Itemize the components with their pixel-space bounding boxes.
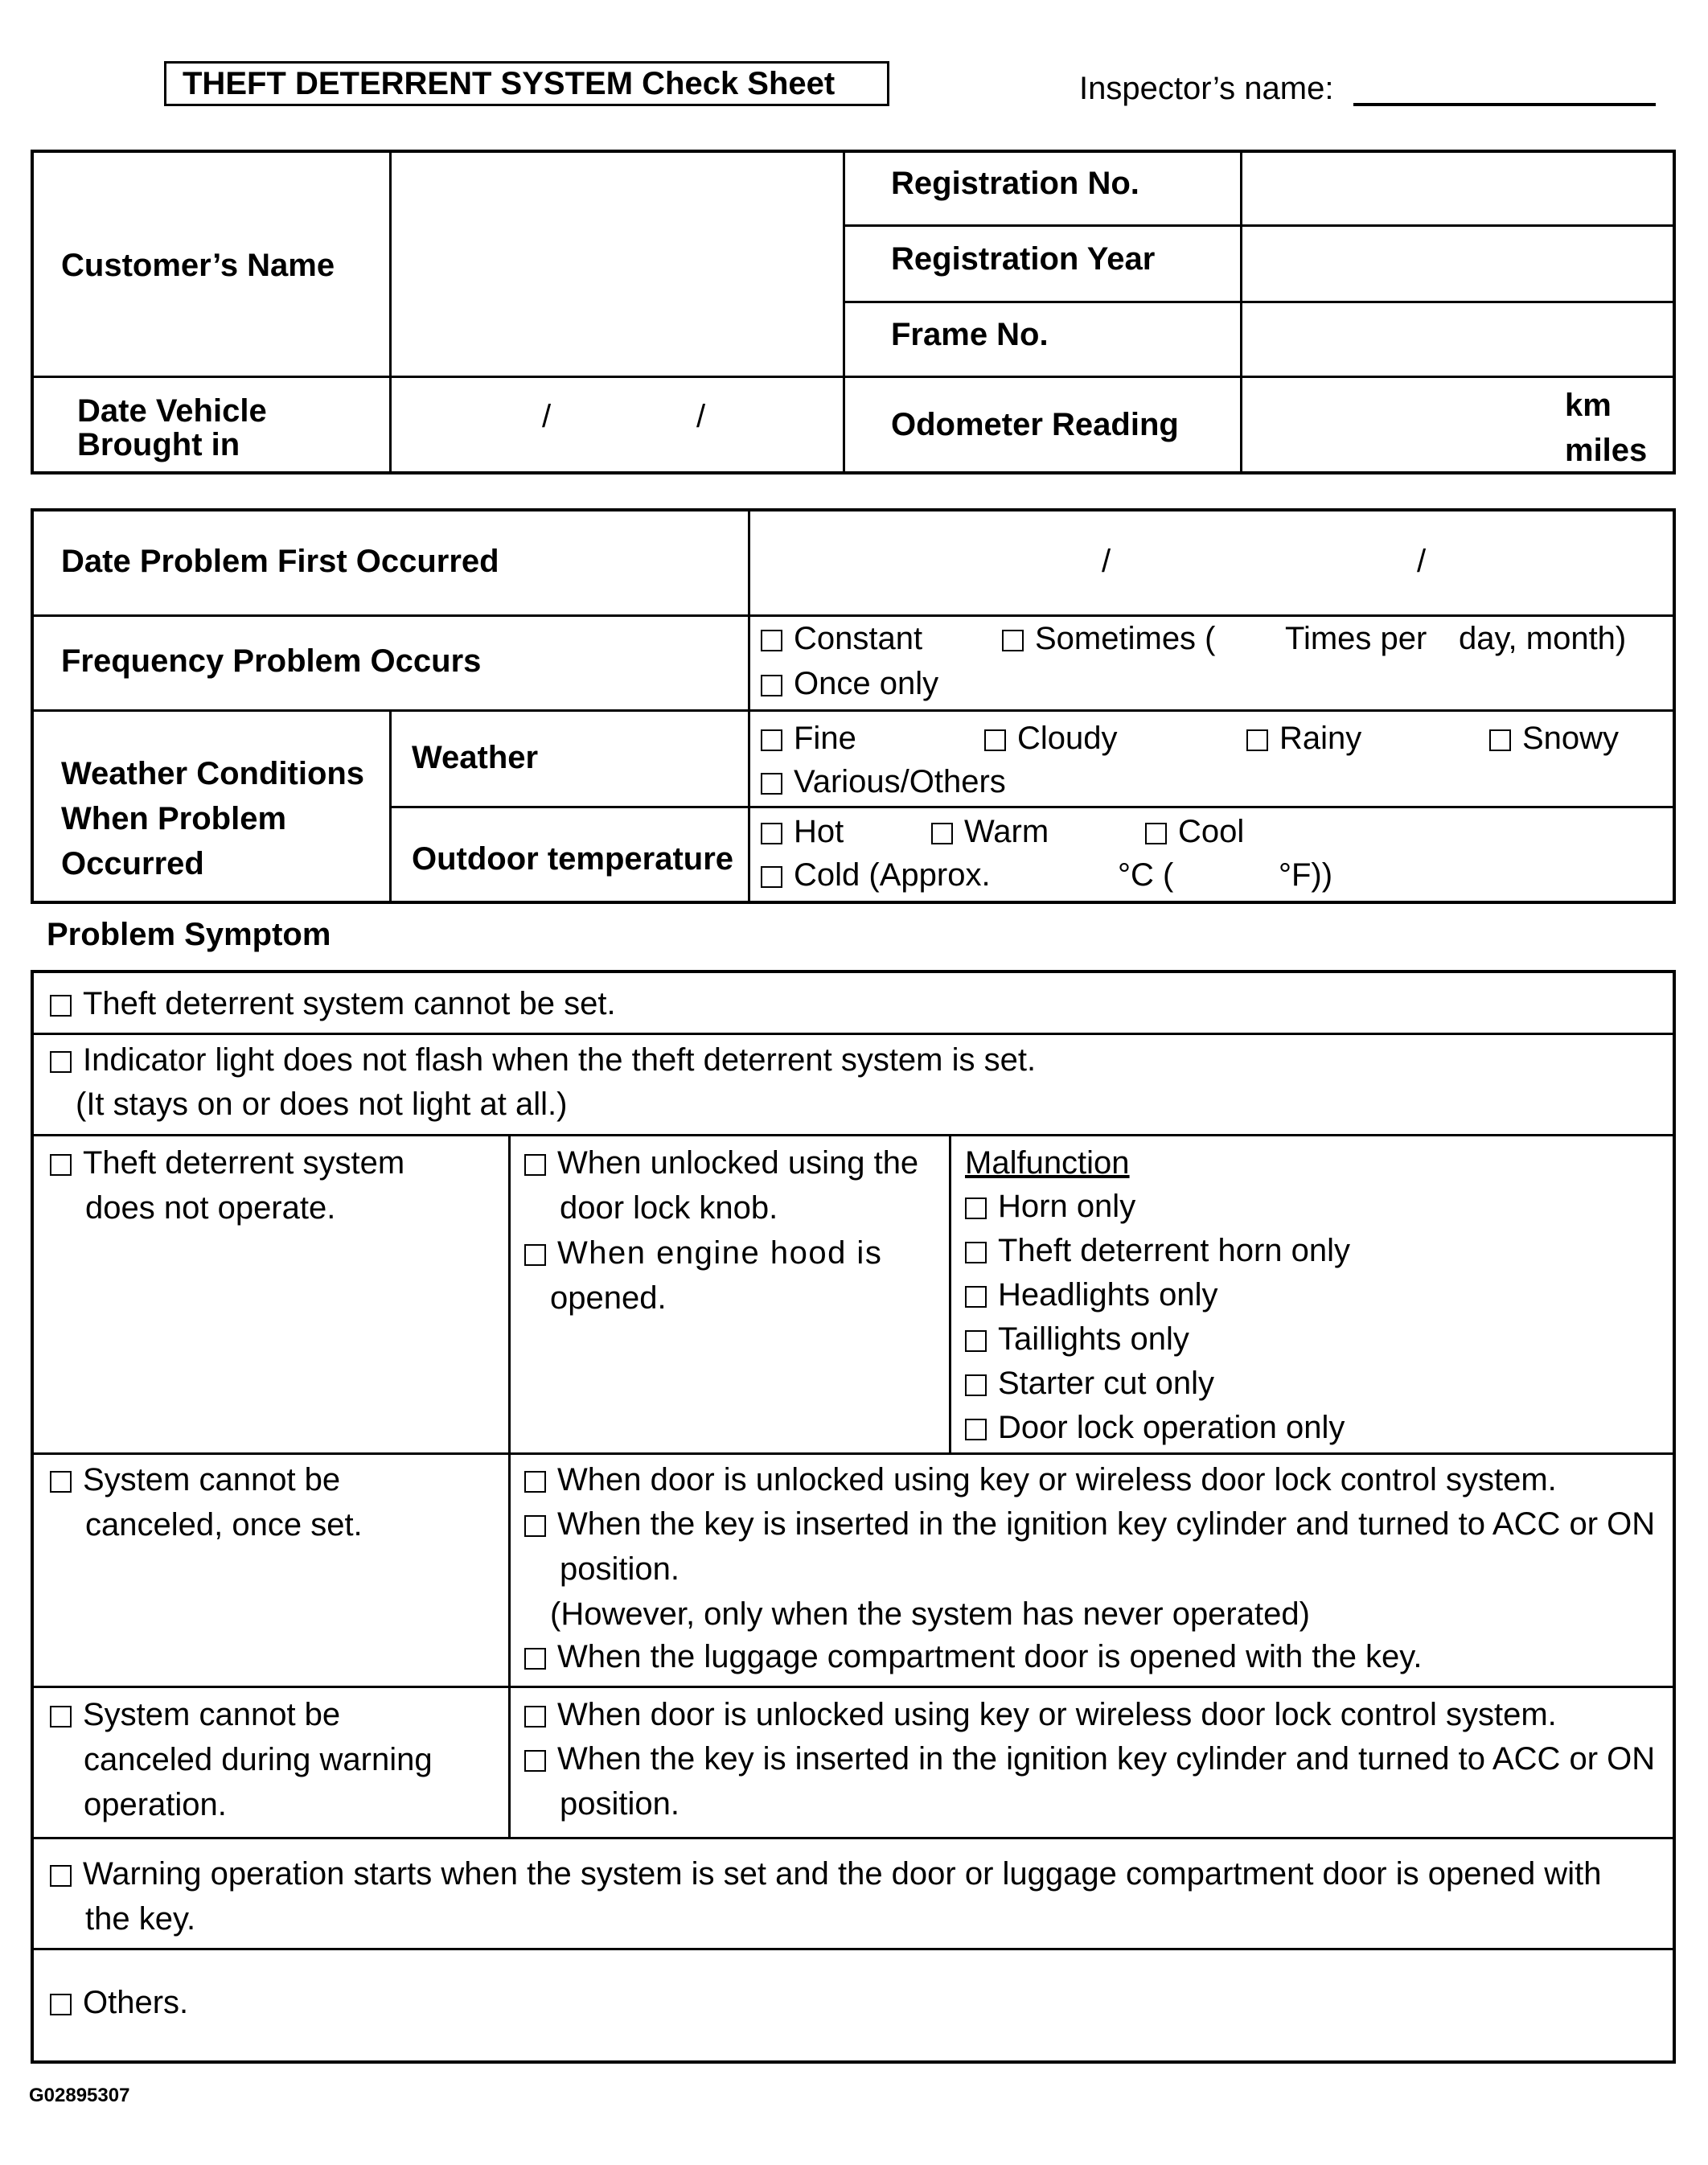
symptom-indicator-note: (It stays on or does not light at all.) bbox=[76, 1087, 568, 1122]
symptom-indicator-option[interactable]: Indicator light does not flash when the theft deterrent system is set. bbox=[50, 1037, 1036, 1082]
malfunction-starter-option[interactable]: Starter cut only bbox=[965, 1361, 1214, 1406]
customer-name-label: Customer’s Name bbox=[61, 248, 335, 283]
checkbox[interactable] bbox=[965, 1286, 987, 1308]
checkbox[interactable] bbox=[761, 866, 782, 888]
checkbox[interactable] bbox=[965, 1374, 987, 1396]
checkbox[interactable] bbox=[984, 729, 1006, 751]
km-unit: km bbox=[1565, 388, 1612, 423]
checkbox[interactable] bbox=[1002, 630, 1024, 651]
checkbox[interactable] bbox=[965, 1330, 987, 1352]
registration-no-label: Registration No. bbox=[891, 166, 1139, 201]
checkbox[interactable] bbox=[524, 1154, 546, 1176]
frequency-label: Frequency Problem Occurs bbox=[61, 643, 482, 679]
odometer-label: Odometer Reading bbox=[891, 407, 1179, 442]
checkbox[interactable] bbox=[761, 675, 782, 696]
date-brought-slash-2: / bbox=[696, 399, 706, 434]
checkbox[interactable] bbox=[1246, 729, 1268, 751]
weather-snowy-option[interactable]: Snowy bbox=[1489, 716, 1619, 761]
checkbox[interactable] bbox=[965, 1419, 987, 1440]
freq-day-month: day, month) bbox=[1459, 621, 1627, 656]
checkbox[interactable] bbox=[965, 1242, 987, 1263]
customer-name-field[interactable] bbox=[394, 153, 841, 375]
frame-no-label: Frame No. bbox=[891, 317, 1049, 352]
malfunction-taillights-option[interactable]: Taillights only bbox=[965, 1317, 1189, 1362]
temp-cool-option[interactable]: Cool bbox=[1145, 809, 1244, 854]
problem-symptom-heading: Problem Symptom bbox=[47, 917, 331, 952]
cancel-luggage-door-option[interactable]: When the luggage compartment door is opened with the key. bbox=[524, 1634, 1422, 1679]
weather-label: Weather bbox=[412, 740, 539, 775]
miles-unit: miles bbox=[1565, 433, 1648, 468]
sheet-title: THEFT DETERRENT SYSTEM Check Sheet bbox=[164, 61, 889, 106]
malfunction-heading: Malfunction bbox=[965, 1145, 1130, 1181]
figure-code: G02895307 bbox=[29, 2085, 130, 2106]
temp-deg-f: °F)) bbox=[1279, 857, 1333, 893]
symptom-does-not-operate-option[interactable]: Theft deterrent system does not operate. bbox=[50, 1140, 404, 1230]
outdoor-temperature-label: Outdoor temperature bbox=[412, 841, 734, 877]
checkbox[interactable] bbox=[931, 823, 953, 844]
weather-cloudy-option[interactable]: Cloudy bbox=[984, 716, 1118, 761]
registration-year-field[interactable] bbox=[1245, 228, 1674, 300]
checkbox[interactable] bbox=[761, 630, 782, 651]
symptom-cannot-cancel-warning-option[interactable]: System cannot be canceled during warning operation. bbox=[50, 1692, 433, 1827]
weather-rainy-option[interactable]: Rainy bbox=[1246, 716, 1361, 761]
cancel-key-inserted-option[interactable]: When the key is inserted in the ignition key cylinder and turned to ACC or ON position. (However, only when the system has never operated) bbox=[524, 1502, 1655, 1637]
weather-fine-option[interactable]: Fine bbox=[761, 716, 856, 761]
checkbox[interactable] bbox=[524, 1706, 546, 1727]
checkbox[interactable] bbox=[761, 729, 782, 751]
temp-deg-c: °C ( bbox=[1118, 857, 1174, 893]
date-first-slash-2: / bbox=[1417, 544, 1427, 579]
checkbox[interactable] bbox=[50, 1865, 72, 1887]
checkbox[interactable] bbox=[761, 823, 782, 844]
inspector-label: Inspector’s name: bbox=[1079, 71, 1334, 106]
checkbox[interactable] bbox=[965, 1198, 987, 1219]
temp-cold-option[interactable]: Cold (Approx. bbox=[761, 852, 991, 898]
temp-hot-option[interactable]: Hot bbox=[761, 809, 844, 854]
frame-no-field[interactable] bbox=[1245, 304, 1674, 375]
checkbox[interactable] bbox=[50, 1154, 72, 1176]
checkbox[interactable] bbox=[524, 1750, 546, 1772]
checkbox[interactable] bbox=[524, 1244, 546, 1266]
checkbox[interactable] bbox=[50, 1706, 72, 1727]
malfunction-theft-horn-option[interactable]: Theft deterrent horn only bbox=[965, 1228, 1350, 1273]
checkbox[interactable] bbox=[1489, 729, 1511, 751]
checkbox[interactable] bbox=[761, 773, 782, 795]
warning-door-unlocked-option[interactable]: When door is unlocked using key or wireless door lock control system. bbox=[524, 1692, 1557, 1737]
symptom-warning-starts-option[interactable]: Warning operation starts when the system is set and the door or luggage compartment door is opened with the key. bbox=[50, 1851, 1601, 1941]
weather-various-option[interactable]: Various/Others bbox=[761, 759, 1006, 804]
checkbox[interactable] bbox=[50, 1994, 72, 2015]
checkbox[interactable] bbox=[524, 1648, 546, 1670]
freq-constant-option[interactable]: Constant bbox=[761, 616, 922, 661]
when-hood-opened-option[interactable]: When engine hood is opened. bbox=[524, 1230, 882, 1321]
checkbox[interactable] bbox=[50, 995, 72, 1017]
date-brought-label: Date Vehicle Brought in bbox=[77, 393, 267, 462]
inspector-name-line[interactable] bbox=[1353, 103, 1656, 106]
date-brought-slash-1: / bbox=[542, 399, 552, 434]
when-unlocked-knob-option[interactable]: When unlocked using the door lock knob. bbox=[524, 1140, 918, 1230]
registration-no-field[interactable] bbox=[1245, 153, 1674, 224]
date-first-occurred-label: Date Problem First Occurred bbox=[61, 544, 499, 579]
freq-times-per: Times per bbox=[1285, 621, 1427, 656]
malfunction-horn-option[interactable]: Horn only bbox=[965, 1184, 1135, 1229]
checkbox[interactable] bbox=[50, 1471, 72, 1493]
symptom-cannot-cancel-option[interactable]: System cannot be canceled, once set. bbox=[50, 1457, 363, 1547]
checkbox[interactable] bbox=[1145, 823, 1167, 844]
warning-key-inserted-option[interactable]: When the key is inserted in the ignition key cylinder and turned to ACC or ON position. bbox=[524, 1736, 1655, 1826]
registration-year-label: Registration Year bbox=[891, 241, 1156, 277]
malfunction-door-lock-option[interactable]: Door lock operation only bbox=[965, 1405, 1345, 1450]
weather-conditions-label: Weather Conditions When Problem Occurred bbox=[61, 756, 365, 881]
date-first-slash-1: / bbox=[1102, 544, 1111, 579]
symptom-cannot-set-option[interactable]: Theft deterrent system cannot be set. bbox=[50, 981, 616, 1026]
checkbox[interactable] bbox=[524, 1471, 546, 1493]
symptom-others-option[interactable]: Others. bbox=[50, 1980, 188, 2025]
freq-sometimes-option[interactable]: Sometimes ( bbox=[1002, 616, 1216, 661]
checkbox[interactable] bbox=[50, 1051, 72, 1073]
temp-warm-option[interactable]: Warm bbox=[931, 809, 1049, 854]
cancel-door-unlocked-option[interactable]: When door is unlocked using key or wireless door lock control system. bbox=[524, 1457, 1557, 1502]
malfunction-headlights-option[interactable]: Headlights only bbox=[965, 1272, 1218, 1317]
checkbox[interactable] bbox=[524, 1515, 546, 1537]
freq-once-option[interactable]: Once only bbox=[761, 661, 938, 706]
